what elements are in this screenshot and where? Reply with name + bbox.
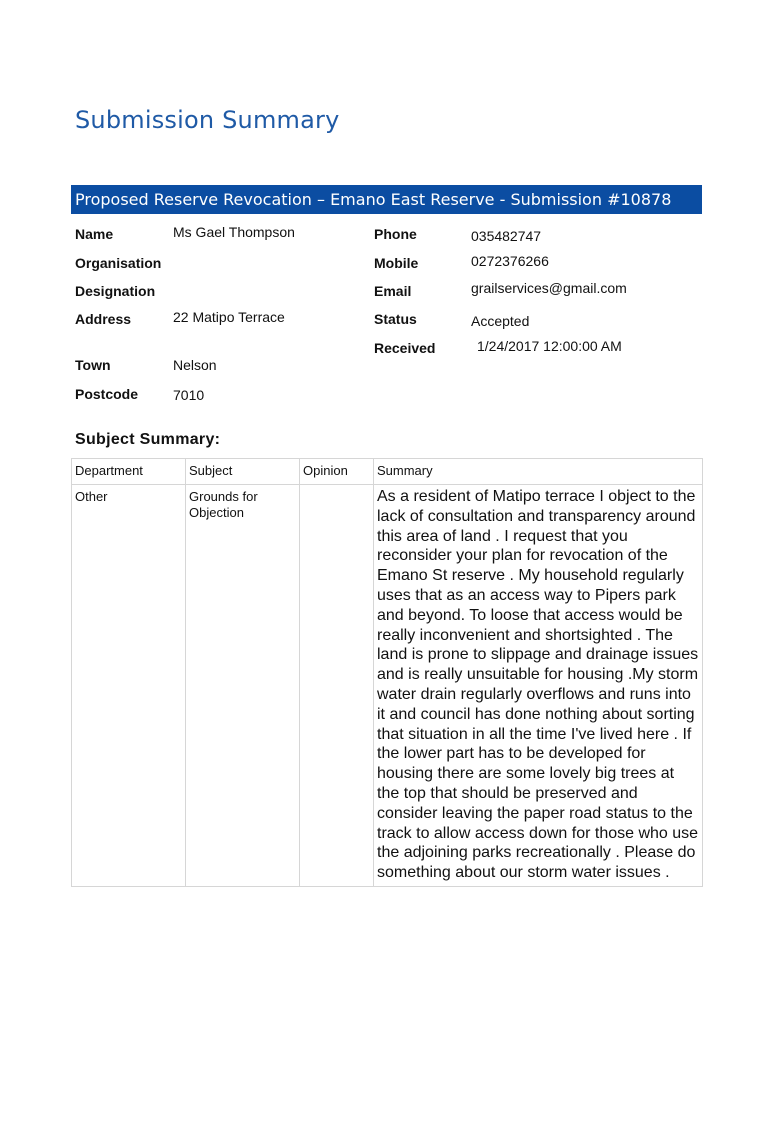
- mobile-label: Mobile: [374, 255, 419, 271]
- received-label: Received: [374, 340, 436, 356]
- email-label: Email: [374, 283, 412, 299]
- address-value: 22 Matipo Terrace: [173, 309, 285, 325]
- designation-label: Designation: [75, 283, 156, 299]
- summary-cell: As a resident of Matipo terrace I object to the lack of consultation and transparency around this area of land . I request that you reconsider your plan for revocation of the Emano St reserve . My household regularly uses that as an access way to Pipers park and beyond. To loose that access would be really inconvenient and shortsighted . The land is prone to slippage and drainage issues and is really unsuitable for housing .My storm water drain regularly overflows and runs into it and council has done nothing about sorting that situation in all the time I've lived here . If the lower part has to be developed for housing there are some lovely big trees at the top that should be preserved and consider leaving the paper road status to the track to allow access down for those who use the adjoining parks recreationally . Please do something about our storm water issues .: [374, 485, 703, 887]
- name-label: Name: [75, 226, 114, 242]
- column-header-summary: Summary: [374, 459, 703, 485]
- received-value: 1/24/2017 12:00:00 AM: [477, 338, 622, 354]
- email-value: grailservices@gmail.com: [471, 280, 627, 296]
- phone-label: Phone: [374, 226, 417, 242]
- page-title: Submission Summary: [75, 106, 340, 134]
- postcode-label: Postcode: [75, 386, 139, 402]
- column-header-opinion: Opinion: [300, 459, 374, 485]
- submission-banner: Proposed Reserve Revocation – Emano East Reserve - Submission #10878: [71, 185, 702, 214]
- opinion-cell: [300, 485, 374, 887]
- table-header-row: [72, 459, 703, 485]
- town-value: Nelson: [173, 357, 217, 373]
- subject-summary-heading: Subject Summary:: [75, 431, 221, 448]
- table-row: [72, 485, 703, 887]
- address-label: Address: [75, 311, 132, 327]
- phone-value: 035482747: [471, 228, 542, 244]
- subject-cell: Grounds for Objection: [186, 485, 300, 887]
- column-header-department: Department: [72, 459, 186, 485]
- status-value: Accepted: [471, 313, 530, 329]
- department-cell: Other: [72, 485, 186, 887]
- name-value: Ms Gael Thompson: [173, 224, 295, 240]
- organisation-label: Organisation: [75, 255, 162, 271]
- subject-summary-table: [71, 458, 703, 887]
- status-label: Status: [374, 311, 417, 327]
- postcode-value: 7010: [173, 387, 205, 403]
- column-header-subject: Subject: [186, 459, 300, 485]
- mobile-value: 0272376266: [471, 253, 549, 269]
- town-label: Town: [75, 357, 111, 373]
